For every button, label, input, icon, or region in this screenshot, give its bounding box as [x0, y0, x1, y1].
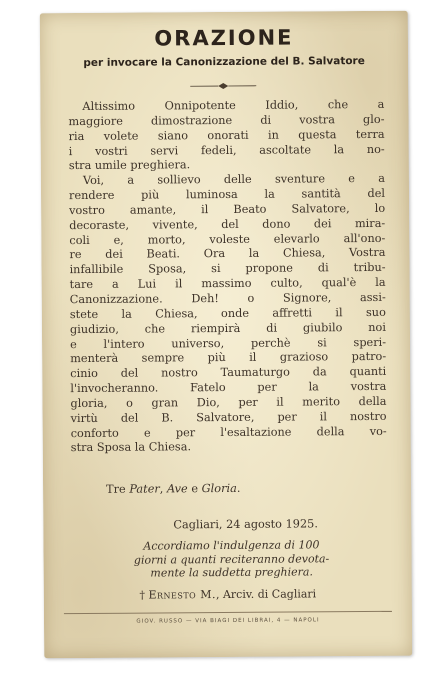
printer-imprint: GIOV. RUSSO — VIA BIAGI DEI LIBRAI, 4 — NAPOLI [136, 617, 320, 625]
prayer-line: giudizio, che riempirà di giubilo noi [69, 320, 386, 336]
prayer-body [68, 98, 386, 456]
tre-separator: , [159, 482, 167, 496]
tre-suffix: . [236, 481, 241, 495]
prayer-line: virtù del B. Salvatore, per il nostro [70, 409, 387, 425]
prayer-line: e l'intero universo, perchè si speri- [70, 335, 387, 351]
prayer-line: maggiore dimostrazione di vostra glo- [68, 112, 385, 128]
prayer-subtitle: per invocare la Canonizzazione del B. Salvatore [83, 55, 365, 69]
prayer-line: Altissimo Onnipotente Iddio, che a [82, 97, 385, 113]
indulgence-note [75, 538, 387, 581]
pater-label: Pater [129, 482, 160, 496]
prayer-line: menterà sempre più il grazioso patro- [70, 350, 387, 366]
prayer-line: cinio del nostro Taumaturgo da quanti [70, 365, 387, 381]
prayer-line: conforto e per l'esaltazione della vo- [70, 424, 387, 440]
prayer-title: ORAZIONE [154, 25, 294, 51]
prayer-line: l'invocheranno. Fatelo per la vostra [70, 379, 387, 396]
archbishop-signature [44, 587, 412, 603]
prayer-line: stete la Chiesa, onde affretti il suo [69, 305, 386, 321]
tre-pater-ave-gloria [106, 482, 240, 496]
ornament-divider-icon [188, 82, 258, 90]
prayer-line: i vostri servi fedeli, ascoltate la no- [68, 142, 385, 158]
gloria-label: Gloria [201, 481, 237, 496]
prayer-line: stra umile preghiera. [68, 158, 191, 173]
ave-label: Ave [166, 482, 188, 496]
prayer-line: Canonizzazione. Deh! o Signore, assi- [69, 290, 386, 307]
prayer-line: ria volete siano onorati in questa terra [68, 127, 385, 143]
cross-icon: † [139, 588, 145, 602]
prayer-line: infallibile Sposa, si propone di tribu- [69, 261, 386, 277]
prayer-line: vostro amante, il Beato Salvatore, lo [69, 201, 386, 217]
tre-separator: e [187, 482, 202, 496]
prayer-paragraph-1 [68, 98, 385, 174]
prayer-line: tare a Lui il massimo culto, qual'è la [69, 276, 386, 292]
indulgence-line: Accordiamo l'indulgenza di 100 [143, 538, 320, 553]
prayer-line: re dei Beati. Ora la Chiesa, Vostra [69, 246, 386, 262]
holy-card [40, 11, 412, 659]
prayer-line: gloria, o gran Dio, per il merito della [70, 394, 387, 410]
tre-prefix: Tre [106, 482, 130, 496]
indulgence-line: mente la suddetta preghiera. [150, 565, 313, 580]
prayer-line: coli e, morto, voleste elevarlo all'ono- [69, 231, 386, 247]
prayer-line: stra Sposa la Chiesa. [70, 440, 192, 455]
prayer-line: Voi, a sollievo delle sventure e a [82, 172, 385, 188]
date-line: Cagliari, 24 agosto 1925. [173, 517, 318, 532]
prayer-line: decoraste, vivente, del dono dei mira- [69, 216, 386, 232]
signature-title: , Arciv. di Cagliari [215, 587, 317, 602]
prayer-paragraph-2 [69, 172, 387, 456]
footer-divider [64, 611, 392, 614]
indulgence-line: giorni a quanti reciteranno devota- [133, 551, 330, 567]
signature-name: Ernesto M. [148, 588, 217, 602]
prayer-line: rendere più luminosa la santità del [68, 186, 386, 203]
